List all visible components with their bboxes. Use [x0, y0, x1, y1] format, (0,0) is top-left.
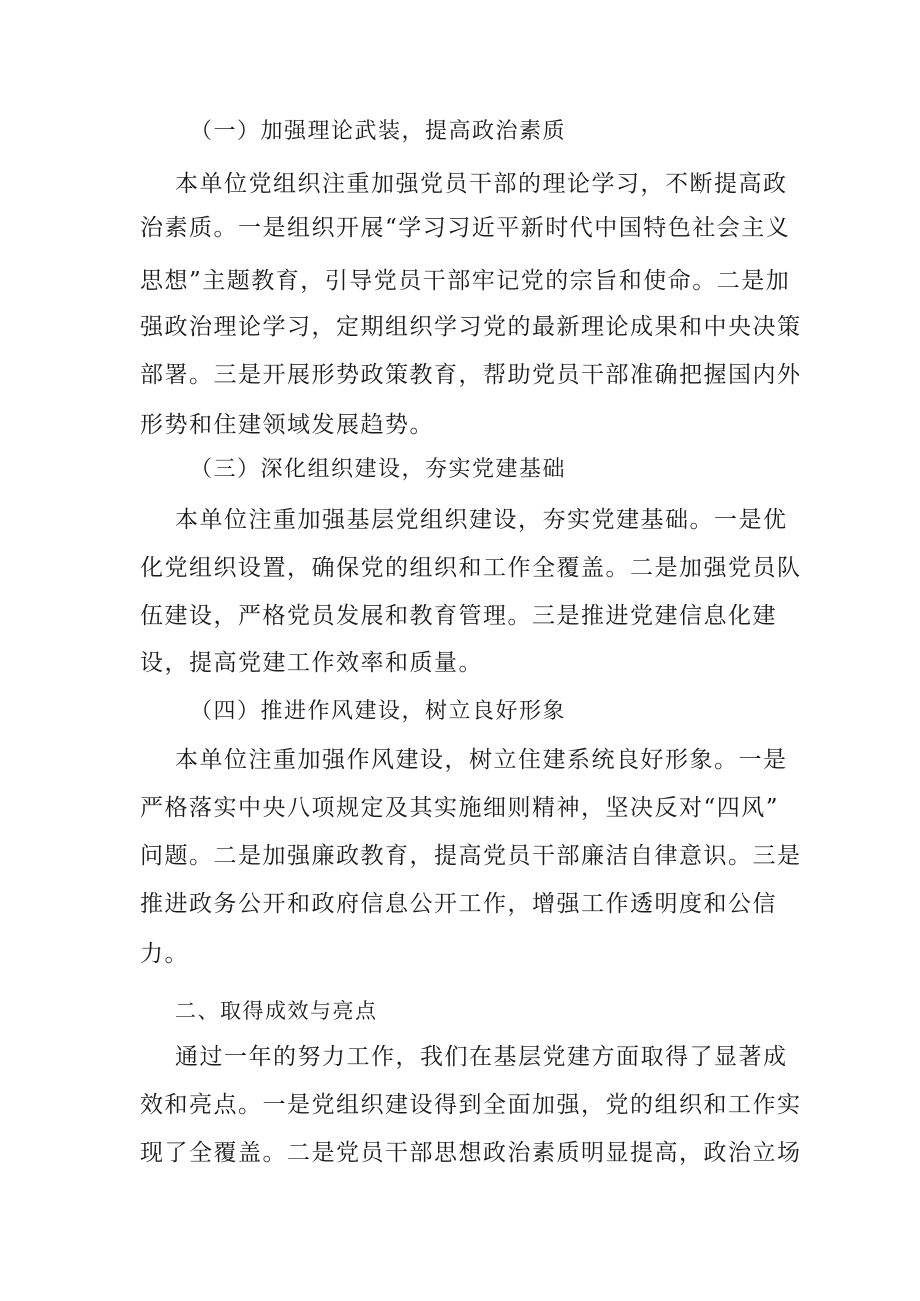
paragraph-line: 现了全覆盖。二是党员干部思想政治素质明显提高，政治立场	[140, 1140, 802, 1166]
paragraph-line: 思想”主题教育，引导党员干部牢记党的宗旨和使命。二是加	[140, 268, 791, 294]
part-heading-2: 二、取得成效与亮点	[175, 999, 378, 1023]
paragraph-line: 效和亮点。一是党组织建设得到全面加强，党的组织和工作实	[140, 1092, 802, 1118]
section-heading-4: （四）推进作风建设，树立良好形象	[190, 699, 567, 724]
paragraph-line: 力。	[140, 941, 189, 967]
paragraph-line: 问题。二是加强廉政教育，提高党员干部廉洁自律意识。三是	[140, 843, 802, 869]
paragraph-line: 治素质。一是组织开展“学习习近平新时代中国特色社会主义	[140, 215, 791, 241]
paragraph-line: 本单位注重加强作风建设，树立住建系统良好形象。一是	[175, 747, 788, 773]
paragraph-line: 化党组织设置，确保党的组织和工作全覆盖。二是加强党员队	[140, 555, 802, 581]
paragraph-line: 部署。三是开展形势政策教育，帮助党员干部准确把握国内外	[140, 362, 802, 388]
paragraph-line: 通过一年的努力工作，我们在基层党建方面取得了显著成	[175, 1044, 788, 1070]
section-heading-1: （一）加强理论武装，提高政治素质	[190, 119, 567, 144]
paragraph-line: 本单位党组织注重加强党员干部的理论学习，不断提高政	[175, 171, 788, 197]
paragraph-line: 严格落实中央八项规定及其实施细则精神，坚决反对“四风”	[140, 795, 780, 821]
paragraph-line: 伍建设，严格党员发展和教育管理。三是推进党建信息化建	[140, 603, 777, 629]
paragraph-line: 强政治理论学习，定期组织学习党的最新理论成果和中央决策	[140, 314, 802, 340]
paragraph-line: 设，提高党建工作效率和质量。	[140, 650, 483, 676]
paragraph-line: 形势和住建领域发展趋势。	[140, 412, 434, 438]
paragraph-line: 推进政务公开和政府信息公开工作，增强工作透明度和公信	[140, 891, 777, 917]
section-heading-3: （三）深化组织建设，夯实党建基础	[190, 457, 567, 482]
paragraph-line: 本单位注重加强基层党组织建设，夯实党建基础。一是优	[175, 507, 788, 533]
